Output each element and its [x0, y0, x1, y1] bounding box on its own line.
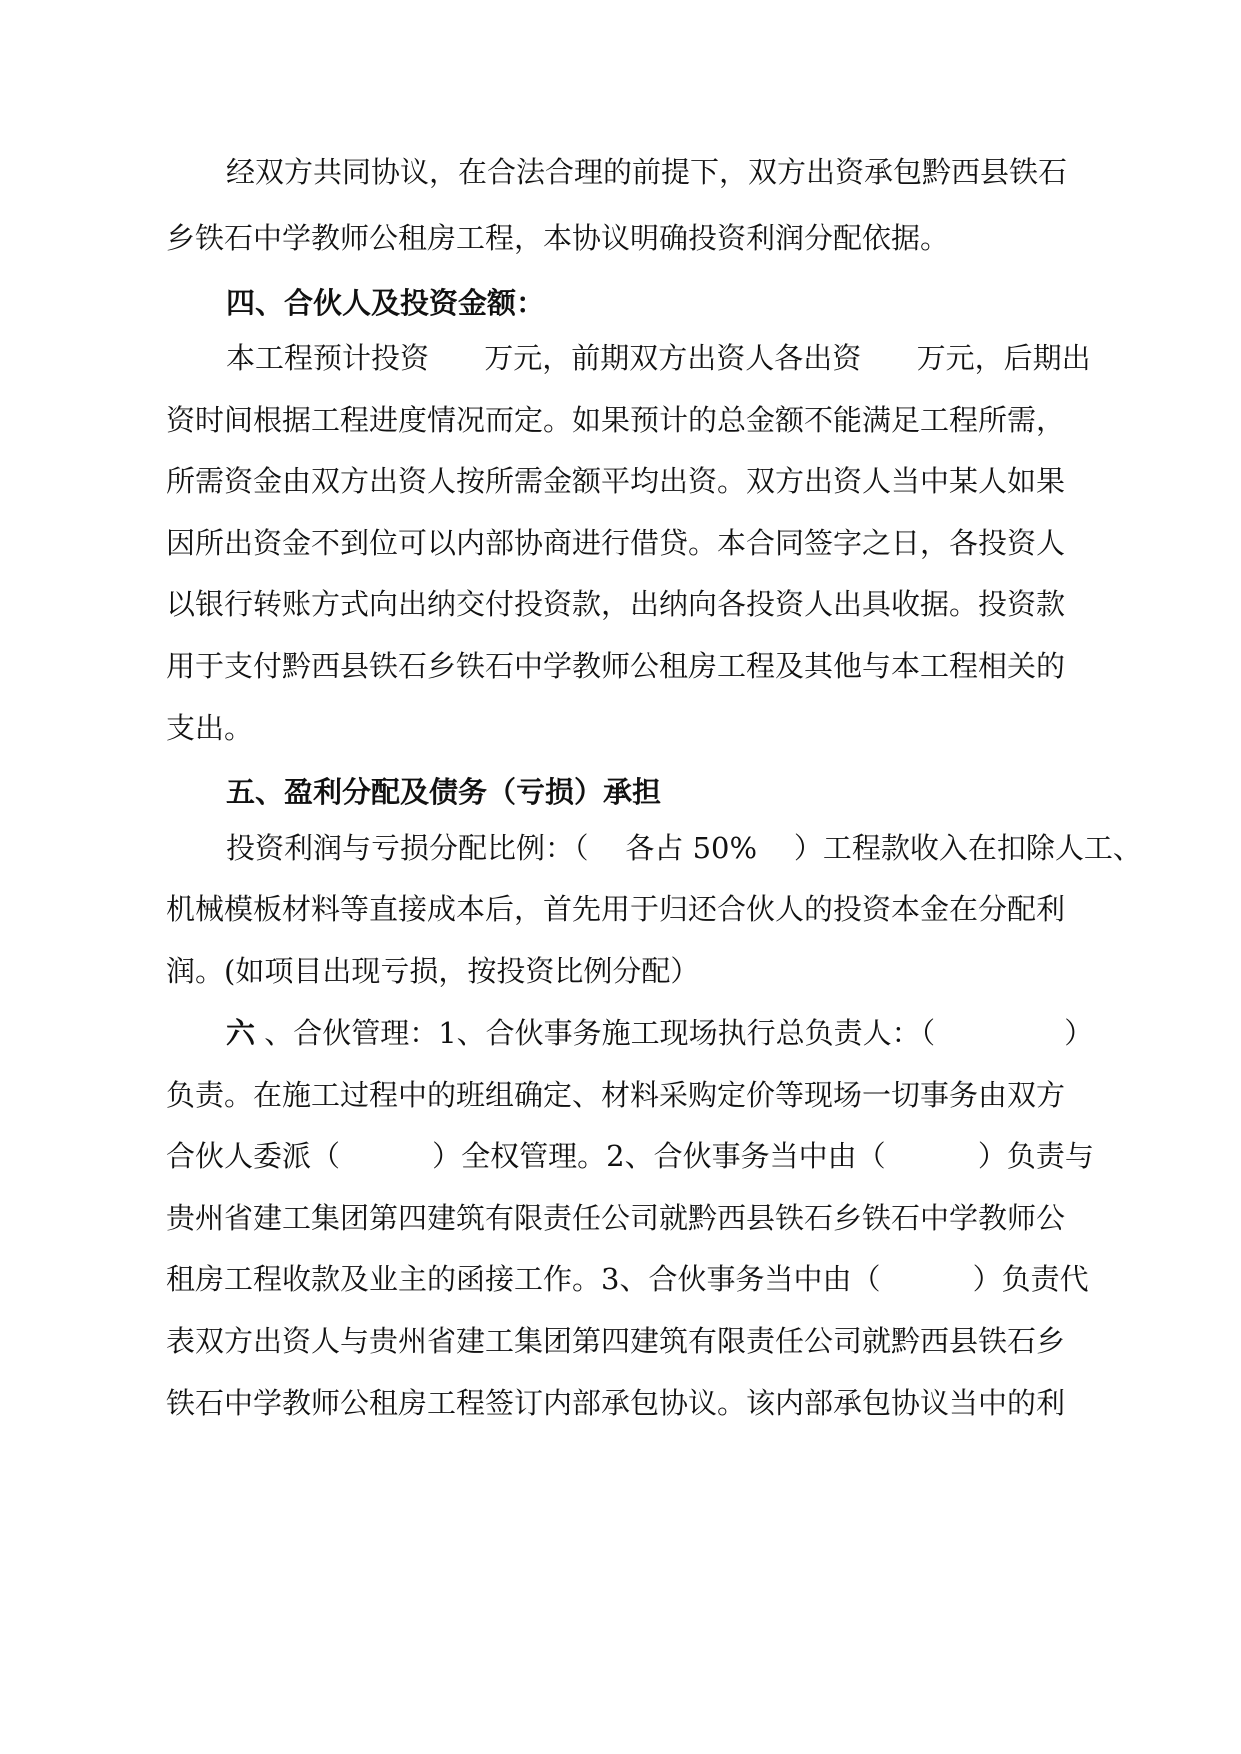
section-heading-6-line: [226, 1013, 1093, 1053]
paragraph-line: 本工程预计投资 万元，前期双方出资人各出资 万元，后期出: [226, 341, 1091, 375]
section-heading-4: 四、合伙人及投资金额：: [226, 286, 546, 320]
paragraph-line: 乡铁石中学教师公租房工程，本协议明确投资利润分配依据。: [166, 221, 950, 255]
section-heading-5: 五、盈利分配及债务（亏损）承担: [226, 775, 662, 809]
section-six-marker: 六: [226, 1016, 256, 1050]
paragraph-line: 润。(如项目出现亏损，按投资比例分配）: [166, 954, 700, 988]
paragraph-line: 所需资金由双方出资人按所需金额平均出资。双方出资人当中某人如果: [166, 464, 1066, 498]
paragraph-line: 机械模板材料等直接成本后，首先用于归还合伙人的投资本金在分配利: [166, 892, 1066, 926]
paragraph-line: 负责。在施工过程中的班组确定、材料采购定价等现场一切事务由双方: [166, 1078, 1066, 1112]
paragraph-line: 支出。: [166, 711, 254, 745]
paragraph-line: 用于支付黔西县铁石乡铁石中学教师公租房工程及其他与本工程相关的: [166, 649, 1066, 683]
paragraph-line: 因所出资金不到位可以内部协商进行借贷。本合同签字之日，各投资人: [166, 526, 1066, 560]
paragraph-line: 贵州省建工集团第四建筑有限责任公司就黔西县铁石乡铁石中学教师公: [166, 1201, 1066, 1235]
paragraph-line: 以银行转账方式向出纳交付投资款，出纳向各投资人出具收据。投资款: [166, 587, 1066, 621]
paragraph-line: 经双方共同协议，在合法合理的前提下，双方出资承包黔西县铁石: [226, 155, 1068, 189]
paragraph-line: 资时间根据工程进度情况而定。如果预计的总金额不能满足工程所需，: [166, 403, 1066, 437]
paragraph-line: 合伙人委派（ ）全权管理。2、合伙事务当中由（ ）负责与: [166, 1139, 1094, 1173]
paragraph-line: 表双方出资人与贵州省建工集团第四建筑有限责任公司就黔西县铁石乡: [166, 1324, 1066, 1358]
section-six-text: 、合伙管理：1、合伙事务施工现场执行总负责人：（ ）: [264, 1016, 1094, 1050]
paragraph-line: 租房工程收款及业主的函接工作。3、合伙事务当中由（ ）负责代: [166, 1262, 1089, 1296]
paragraph-line: 铁石中学教师公租房工程签订内部承包协议。该内部承包协议当中的利: [166, 1386, 1066, 1420]
paragraph-line: 投资利润与亏损分配比例：（ 各占 50% ）工程款收入在扣除人工、: [226, 831, 1142, 865]
